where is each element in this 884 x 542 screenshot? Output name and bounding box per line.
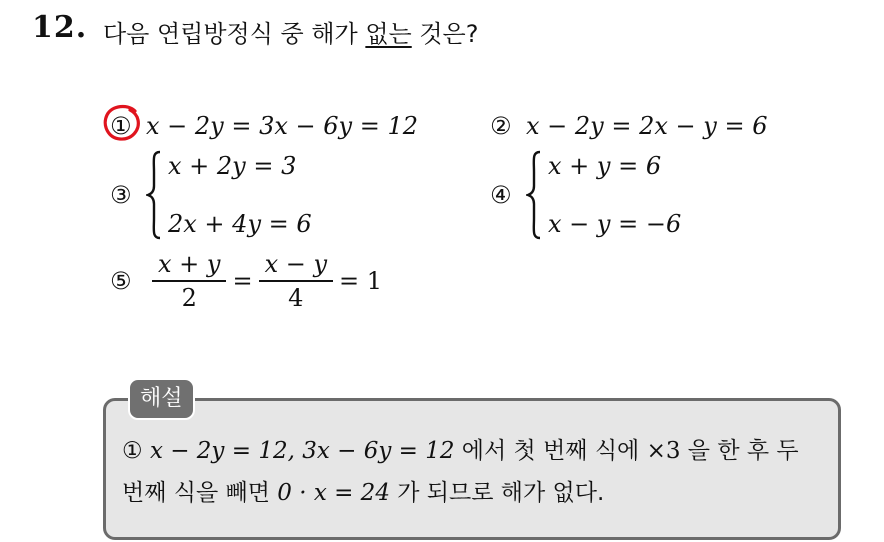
explanation-text-2: 번째 식을 빼면 xyxy=(122,480,278,506)
explanation-marker: ① xyxy=(122,438,143,464)
option-2[interactable] xyxy=(490,112,767,140)
option-1-marker: ① xyxy=(110,112,132,140)
option-5-tail: = 1 xyxy=(339,267,383,295)
explanation-tail-1: 을 한 후 두 xyxy=(680,438,799,464)
option-3[interactable] xyxy=(110,150,312,240)
question-text-before: 다음 연립방정식 중 해가 xyxy=(103,20,366,48)
option-5-equation xyxy=(146,250,382,312)
option-2-equation xyxy=(526,112,767,140)
option-3-eq-a: x + 2y = 3 xyxy=(168,152,297,180)
option-3-eq-b: 2x + 4y = 6 xyxy=(168,210,312,238)
explanation-math-1: x − 2y = 12, 3x − 6y = 12 xyxy=(149,438,455,464)
explanation-tail-2: 가 되므로 해가 없다. xyxy=(389,480,605,506)
option-4-system xyxy=(526,150,681,240)
option-1-equation xyxy=(146,112,418,140)
option-3-system xyxy=(146,150,312,240)
option-5-marker: ⑤ xyxy=(110,267,132,295)
explanation-multiplier: ×3 xyxy=(646,438,681,464)
explanation-math-2: 0 · x = 24 xyxy=(277,480,390,506)
explanation-text xyxy=(122,430,832,514)
question-text-after: 것은? xyxy=(411,20,479,48)
option-1-eq-text: x − 2y = 3x − 6y = 12 xyxy=(146,112,419,140)
option-4-eq-a: x + y = 6 xyxy=(548,152,662,180)
question-number: 12. xyxy=(32,10,88,45)
option-4-eq-b: x − y = −6 xyxy=(548,210,682,238)
option-2-marker: ② xyxy=(490,112,512,140)
left-brace-icon xyxy=(526,150,544,240)
fraction-1-numerator: x + y xyxy=(152,250,226,282)
fraction-1-denominator: 2 xyxy=(181,284,197,312)
option-2-eq-text: x − 2y = 2x − y = 6 xyxy=(526,112,768,140)
option-5-fraction-2 xyxy=(259,250,333,312)
selected-circle-icon xyxy=(102,103,142,143)
option-4[interactable] xyxy=(490,150,681,240)
question-text xyxy=(103,14,478,49)
option-5[interactable] xyxy=(110,250,382,312)
explanation-label: 해설 xyxy=(128,378,195,420)
left-brace-icon xyxy=(146,150,164,240)
fraction-2-numerator: x − y xyxy=(259,250,333,282)
question-text-underlined: 없는 xyxy=(365,20,412,48)
explanation-line-1 xyxy=(122,430,832,472)
option-5-fraction-1 xyxy=(152,250,226,312)
option-5-equals: = xyxy=(232,267,253,295)
explanation-line-2 xyxy=(122,472,832,514)
option-4-marker: ④ xyxy=(490,181,512,209)
option-1[interactable] xyxy=(110,112,418,140)
fraction-2-denominator: 4 xyxy=(288,284,304,312)
explanation-text-1: 에서 첫 번째 식에 xyxy=(454,438,647,464)
option-3-marker: ③ xyxy=(110,181,132,209)
